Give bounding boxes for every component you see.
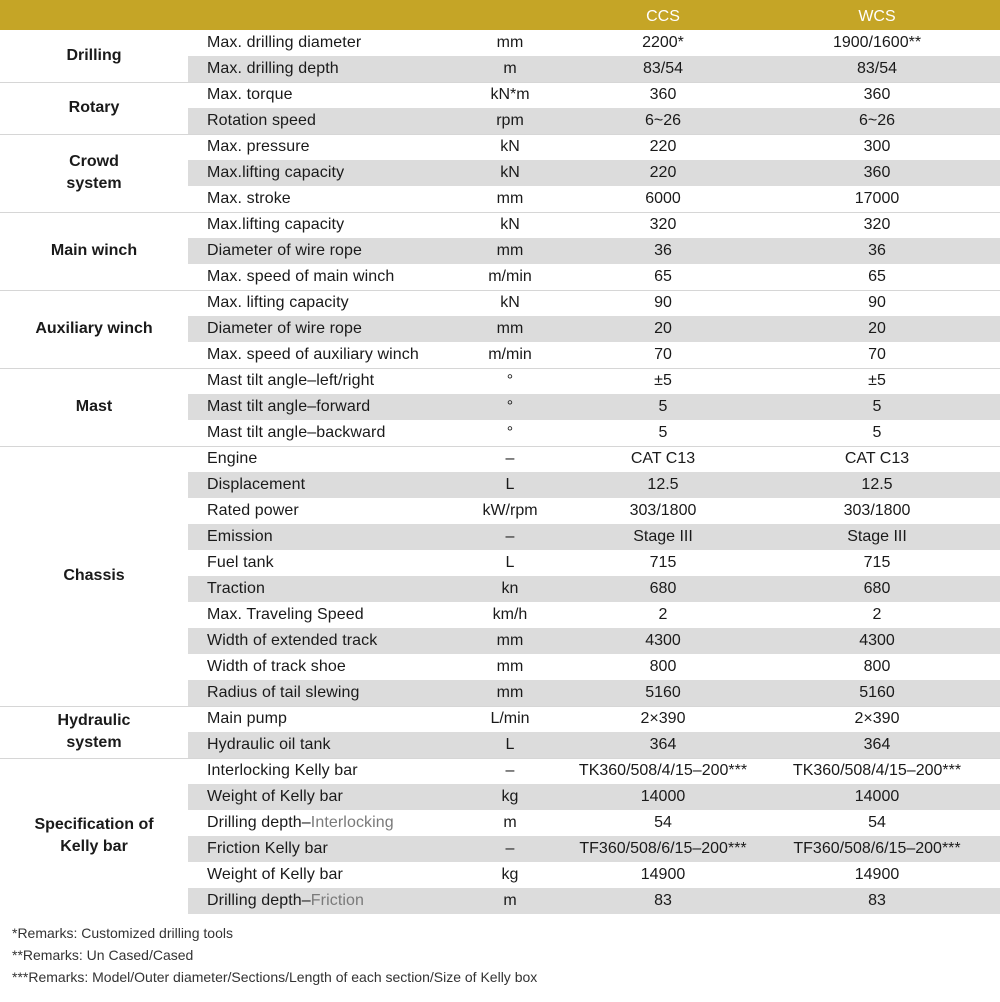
group-label-text: Hydraulic system xyxy=(57,712,131,751)
param-label: Drilling depth– xyxy=(207,892,311,909)
ccs-value-cell: TF360/508/6/15–200*** xyxy=(579,840,747,857)
param-label: Max. drilling diameter xyxy=(207,34,362,51)
ccs-value-cell: 5160 xyxy=(645,684,681,701)
unit-cell: – xyxy=(505,528,515,545)
param-label: Max. speed of auxiliary winch xyxy=(207,346,419,363)
group-label-text: Drilling xyxy=(66,47,122,64)
param-label: Weight of Kelly bar xyxy=(207,788,343,805)
group-label xyxy=(0,134,188,212)
ccs-value-cell: 715 xyxy=(649,554,677,571)
unit-cell: mm xyxy=(496,190,524,207)
param-cell xyxy=(207,160,467,186)
param-label: Traction xyxy=(207,580,266,597)
ccs-value-cell: 65 xyxy=(654,268,672,285)
param-cell xyxy=(207,264,467,290)
wcs-value-cell: 680 xyxy=(863,580,891,597)
param-label: Engine xyxy=(207,450,258,467)
param-cell xyxy=(207,238,467,264)
param-label: Rotation speed xyxy=(207,112,317,129)
unit-cell: rpm xyxy=(496,112,524,129)
param-label-suffix: Interlocking xyxy=(310,814,394,831)
unit-cell: m xyxy=(503,60,517,77)
param-label: Max. torque xyxy=(207,86,293,103)
ccs-value-cell: 6~26 xyxy=(644,112,682,129)
group-label xyxy=(0,30,188,82)
param-label: Interlocking Kelly bar xyxy=(207,762,358,779)
param-cell xyxy=(207,186,467,212)
ccs-value-cell: 320 xyxy=(649,216,677,233)
param-label: Mast tilt angle–left/right xyxy=(207,372,375,389)
wcs-value-cell: 12.5 xyxy=(861,476,893,493)
param-label: Max.lifting capacity xyxy=(207,216,345,233)
unit-cell: L xyxy=(505,554,515,571)
param-cell xyxy=(207,550,467,576)
param-cell xyxy=(207,56,467,82)
param-label: Max.lifting capacity xyxy=(207,164,345,181)
unit-cell: kN xyxy=(500,138,520,155)
wcs-value-cell: 83 xyxy=(868,892,886,909)
param-cell xyxy=(207,316,467,342)
param-cell xyxy=(207,680,467,706)
ccs-value-cell: 83/54 xyxy=(642,60,684,77)
param-label: Width of track shoe xyxy=(207,658,346,675)
param-label: Max. Traveling Speed xyxy=(207,606,364,623)
unit-cell: kg xyxy=(501,866,519,883)
param-cell xyxy=(207,888,467,914)
ccs-value-cell: 54 xyxy=(654,814,672,831)
unit-cell: kW/rpm xyxy=(482,502,538,519)
wcs-value-cell: 320 xyxy=(863,216,891,233)
unit-cell: ° xyxy=(506,424,514,441)
ccs-value-cell: 800 xyxy=(649,658,677,675)
group-label xyxy=(0,290,188,368)
param-label: Max. lifting capacity xyxy=(207,294,349,311)
ccs-value-cell: 2200* xyxy=(642,34,684,51)
unit-cell: mm xyxy=(496,320,524,337)
group-label-text: Main winch xyxy=(50,242,138,259)
unit-cell: mm xyxy=(496,632,524,649)
param-cell xyxy=(207,446,467,472)
param-cell xyxy=(207,810,467,836)
wcs-value-cell: 800 xyxy=(863,658,891,675)
group-label-text: Chassis xyxy=(63,567,125,584)
unit-cell: kN*m xyxy=(490,86,530,103)
param-label: Max. speed of main winch xyxy=(207,268,395,285)
unit-cell: m/min xyxy=(488,268,532,285)
unit-cell: mm xyxy=(496,242,524,259)
unit-cell: – xyxy=(505,762,515,779)
param-label: Diameter of wire rope xyxy=(207,242,363,259)
wcs-value-cell: 360 xyxy=(863,164,891,181)
wcs-value-cell: 14900 xyxy=(854,866,900,883)
wcs-value-cell: 65 xyxy=(868,268,886,285)
param-cell xyxy=(207,628,467,654)
group-label-text: Specification of Kelly bar xyxy=(34,816,154,855)
ccs-value-cell: CAT C13 xyxy=(630,450,696,467)
ccs-value-cell: 70 xyxy=(654,346,672,363)
ccs-value-cell: 5 xyxy=(658,398,668,415)
param-cell xyxy=(207,498,467,524)
wcs-value-cell: 5160 xyxy=(859,684,895,701)
param-cell xyxy=(207,420,467,446)
unit-cell: kg xyxy=(501,788,519,805)
unit-cell: kN xyxy=(500,294,520,311)
unit-cell: mm xyxy=(496,34,524,51)
wcs-value-cell: 36 xyxy=(868,242,886,259)
param-cell xyxy=(207,758,467,784)
param-cell xyxy=(207,82,467,108)
ccs-value-cell: 20 xyxy=(654,320,672,337)
wcs-value-cell: 54 xyxy=(868,814,886,831)
wcs-value-cell: 360 xyxy=(863,86,891,103)
ccs-value-cell: 220 xyxy=(649,164,677,181)
unit-cell: – xyxy=(505,450,515,467)
ccs-value-cell: 5 xyxy=(658,424,668,441)
param-label: Displacement xyxy=(207,476,306,493)
group-label xyxy=(0,82,188,134)
wcs-value-cell: 5 xyxy=(872,424,882,441)
group-label xyxy=(0,368,188,446)
ccs-value-cell: 360 xyxy=(649,86,677,103)
ccs-value-cell: ±5 xyxy=(654,372,672,389)
wcs-value-cell: 300 xyxy=(863,138,891,155)
unit-cell: – xyxy=(505,840,515,857)
param-cell xyxy=(207,524,467,550)
unit-cell: ° xyxy=(506,398,514,415)
ccs-value-cell: 90 xyxy=(654,294,672,311)
param-cell xyxy=(207,134,467,160)
ccs-value-cell: 303/1800 xyxy=(629,502,697,519)
column-header-ccs: CCS xyxy=(646,8,680,25)
unit-cell: L/min xyxy=(490,710,530,727)
unit-cell: L xyxy=(505,476,515,493)
wcs-value-cell: CAT C13 xyxy=(844,450,910,467)
ccs-value-cell: 83 xyxy=(654,892,672,909)
wcs-value-cell: 17000 xyxy=(854,190,900,207)
ccs-value-cell: 36 xyxy=(654,242,672,259)
group-label xyxy=(0,212,188,290)
wcs-value-cell: 6~26 xyxy=(858,112,896,129)
param-cell xyxy=(207,836,467,862)
wcs-value-cell: 20 xyxy=(868,320,886,337)
param-label: Weight of Kelly bar xyxy=(207,866,343,883)
ccs-value-cell: TK360/508/4/15–200*** xyxy=(578,762,748,779)
wcs-value-cell: Stage III xyxy=(847,528,907,545)
wcs-value-cell: 70 xyxy=(868,346,886,363)
unit-cell: L xyxy=(505,736,515,753)
param-cell xyxy=(207,784,467,810)
group-label-text: Crowd system xyxy=(66,153,122,192)
ccs-value-cell: 2 xyxy=(658,606,668,623)
remark-1: *Remarks: Customized drilling tools xyxy=(12,925,233,941)
param-label: Mast tilt angle–forward xyxy=(207,398,371,415)
param-cell xyxy=(207,30,467,56)
wcs-value-cell: ±5 xyxy=(868,372,886,389)
unit-cell: m/min xyxy=(488,346,532,363)
param-label: Radius of tail slewing xyxy=(207,684,360,701)
unit-cell: m xyxy=(503,892,517,909)
group-label xyxy=(0,758,188,914)
group-label xyxy=(0,446,188,706)
ccs-value-cell: 680 xyxy=(649,580,677,597)
param-cell xyxy=(207,342,467,368)
unit-cell: kN xyxy=(500,164,520,181)
unit-cell: mm xyxy=(496,684,524,701)
ccs-value-cell: 14900 xyxy=(640,866,686,883)
unit-cell: kN xyxy=(500,216,520,233)
group-label xyxy=(0,706,188,758)
param-cell xyxy=(207,212,467,238)
ccs-value-cell: 2×390 xyxy=(640,710,686,727)
param-cell xyxy=(207,394,467,420)
wcs-value-cell: TK360/508/4/15–200*** xyxy=(792,762,962,779)
wcs-value-cell: 5 xyxy=(872,398,882,415)
wcs-value-cell: 303/1800 xyxy=(843,502,911,519)
wcs-value-cell: 2×390 xyxy=(854,710,900,727)
unit-cell: m xyxy=(503,814,517,831)
param-label: Fuel tank xyxy=(207,554,274,571)
param-label: Diameter of wire rope xyxy=(207,320,363,337)
wcs-value-cell: 364 xyxy=(863,736,891,753)
wcs-value-cell: TF360/508/6/15–200*** xyxy=(793,840,961,857)
group-label-text: Mast xyxy=(75,398,113,415)
param-label: Emission xyxy=(207,528,273,545)
param-cell xyxy=(207,368,467,394)
param-label-suffix: Friction xyxy=(310,892,365,909)
param-cell xyxy=(207,654,467,680)
param-label: Width of extended track xyxy=(207,632,378,649)
wcs-value-cell: 14000 xyxy=(854,788,900,805)
ccs-value-cell: 6000 xyxy=(645,190,681,207)
table-header xyxy=(0,0,1000,30)
param-cell xyxy=(207,290,467,316)
wcs-value-cell: 1900/1600** xyxy=(832,34,922,51)
unit-cell: km/h xyxy=(492,606,528,623)
ccs-value-cell: 220 xyxy=(649,138,677,155)
wcs-value-cell: 2 xyxy=(872,606,882,623)
ccs-value-cell: 14000 xyxy=(640,788,686,805)
ccs-value-cell: 12.5 xyxy=(647,476,679,493)
remark-3: ***Remarks: Model/Outer diameter/Sections/Length of each section/Size of Kelly box xyxy=(12,969,538,985)
wcs-value-cell: 715 xyxy=(863,554,891,571)
param-label: Hydraulic oil tank xyxy=(207,736,331,753)
param-label: Friction Kelly bar xyxy=(207,840,328,857)
param-label: Max. pressure xyxy=(207,138,310,155)
param-cell xyxy=(207,862,467,888)
group-label-text: Rotary xyxy=(68,99,120,116)
group-label-text: Auxiliary winch xyxy=(35,320,153,337)
wcs-value-cell: 83/54 xyxy=(856,60,898,77)
param-label: Mast tilt angle–backward xyxy=(207,424,386,441)
ccs-value-cell: Stage III xyxy=(633,528,693,545)
wcs-value-cell: 90 xyxy=(868,294,886,311)
param-label: Max. stroke xyxy=(207,190,291,207)
param-label: Main pump xyxy=(207,710,288,727)
param-cell xyxy=(207,108,467,134)
wcs-value-cell: 4300 xyxy=(859,632,895,649)
param-cell xyxy=(207,576,467,602)
param-cell xyxy=(207,602,467,628)
ccs-value-cell: 4300 xyxy=(645,632,681,649)
ccs-value-cell: 364 xyxy=(649,736,677,753)
param-cell xyxy=(207,706,467,732)
param-label: Max. drilling depth xyxy=(207,60,339,77)
remark-2: **Remarks: Un Cased/Cased xyxy=(12,947,194,963)
param-label: Drilling depth– xyxy=(207,814,311,831)
param-label: Rated power xyxy=(207,502,299,519)
column-header-wcs: WCS xyxy=(858,8,896,25)
param-cell xyxy=(207,472,467,498)
unit-cell: kn xyxy=(501,580,519,597)
param-cell xyxy=(207,732,467,758)
unit-cell: ° xyxy=(506,372,514,389)
unit-cell: mm xyxy=(496,658,524,675)
